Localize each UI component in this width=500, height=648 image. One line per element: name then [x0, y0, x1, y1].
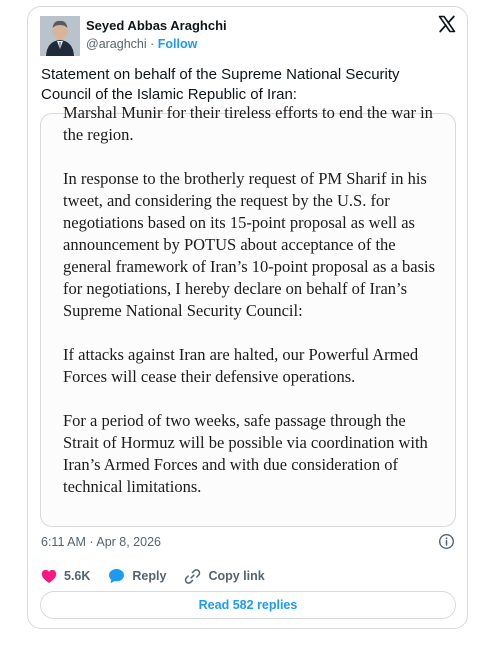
- like-count: 5.6K: [64, 569, 91, 583]
- copy-link-label: Copy link: [208, 569, 265, 583]
- tweet-text: Statement on behalf of the Supreme National Security Council of the Islamic Republic of Iran:: [41, 66, 400, 103]
- statement-document: [63, 102, 443, 520]
- separator-dot: ·: [150, 37, 155, 51]
- author-handle[interactable]: @araghchi: [86, 37, 147, 51]
- link-icon: [184, 568, 201, 585]
- statement-paragraph: Marshal Munir for their tireless efforts to end the war in the region.: [63, 103, 433, 144]
- avatar[interactable]: [40, 16, 80, 56]
- copy-link-button[interactable]: [184, 568, 264, 585]
- author-handle-row: [86, 37, 197, 51]
- statement-paragraph: For a period of two weeks, safe passage through the Strait of Hormuz will be possible via coordination with Iran’s Armed Forces and with due consideration of technical limitations.: [63, 411, 428, 496]
- tweet-timestamp[interactable]: 6:11 AM · Apr 8, 2026: [41, 535, 161, 549]
- follow-button[interactable]: Follow: [157, 37, 198, 51]
- tweet-actions: [41, 566, 283, 586]
- read-replies-button[interactable]: Read 582 replies: [40, 591, 456, 619]
- heart-icon: [41, 569, 57, 584]
- reply-label: Reply: [132, 569, 167, 583]
- reply-button[interactable]: [108, 568, 166, 584]
- like-button[interactable]: [41, 569, 90, 584]
- info-icon[interactable]: [438, 533, 455, 550]
- author-name[interactable]: Seyed Abbas Araghchi: [86, 18, 227, 33]
- statement-image[interactable]: [40, 103, 456, 527]
- reply-bubble-icon: [108, 568, 125, 584]
- statement-paragraph: In response to the brotherly request of PM Sharif in his tweet, and considering the request by the U.S. for negotiations based on its 15-point proposal as well as announcement by POTUS about acceptance of the general framework of Iran’s 10-point proposal as a basis for negotiations, I hereby declare on behalf of Iran’s Supreme National Security Council:: [63, 169, 436, 320]
- statement-paragraph: If attacks against Iran are halted, our Powerful Armed Forces will cease their defensive operations.: [63, 345, 419, 386]
- x-logo-icon[interactable]: [437, 14, 457, 34]
